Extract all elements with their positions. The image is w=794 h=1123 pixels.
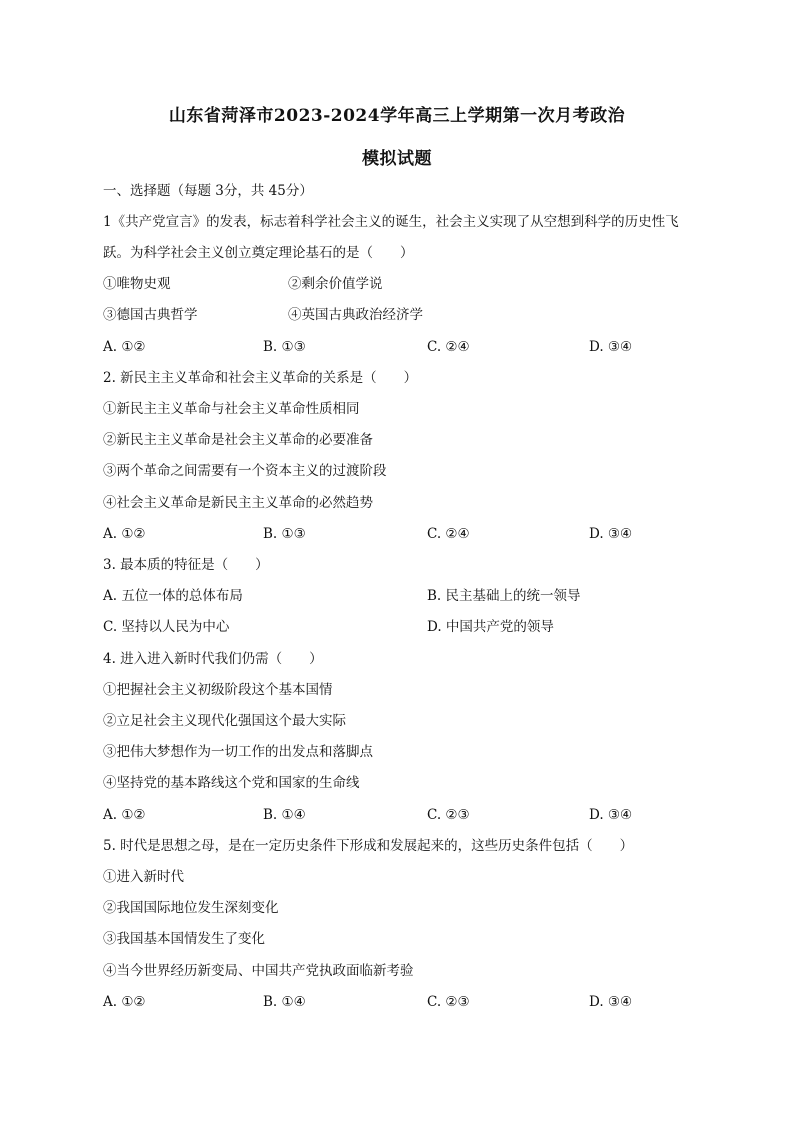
q5-choice-c: C. ②③ — [427, 994, 470, 1010]
q1-item-1: ①唯物史观 — [103, 276, 171, 292]
q5-choice-a: A. ①② — [103, 994, 146, 1010]
q1-item-4: ④英国古典政治经济学 — [288, 307, 423, 323]
q4-item-2: ②立足社会主义现代化强国这个最大实际 — [103, 713, 346, 729]
q4-choice-c: C. ②③ — [427, 807, 470, 823]
q2-choice-d: D. ③④ — [589, 526, 633, 542]
q2-choice-a: A. ①② — [103, 526, 146, 542]
q4-stem: 4. 进入进入新时代我们仍需（ ） — [103, 651, 323, 667]
q1-item-3: ③德国古典哲学 — [103, 307, 198, 323]
section-heading: 一、选择题（每题 3分，共 45分） — [103, 183, 313, 199]
q2-stem: 2. 新民主主义革命和社会主义革命的关系是（ ） — [103, 370, 418, 386]
q4-choice-b: B. ①④ — [263, 807, 306, 823]
q3-stem: 3. 最本质的特征是（ ） — [103, 557, 269, 573]
q4-item-1: ①把握社会主义初级阶段这个基本国情 — [103, 682, 333, 698]
q1-choice-d: D. ③④ — [589, 339, 633, 355]
q1-choice-a: A. ①② — [103, 339, 146, 355]
q2-item-3: ③两个革命之间需要有一个资本主义的过渡阶段 — [103, 463, 387, 479]
q5-item-4: ④当今世界经历新变局、中国共产党执政面临新考验 — [103, 963, 414, 979]
q5-item-1: ①进入新时代 — [103, 869, 184, 885]
q2-item-2: ②新民主主义革命是社会主义革命的必要准备 — [103, 432, 373, 448]
q3-choice-d: D. 中国共产党的领导 — [427, 619, 554, 635]
q1-stem-line2: 跃。为科学社会主义创立奠定理论基石的是（ ） — [103, 245, 414, 261]
q2-item-1: ①新民主主义革命与社会主义革命性质相同 — [103, 401, 360, 417]
q5-item-3: ③我国基本国情发生了变化 — [103, 931, 265, 947]
q2-choice-c: C. ②④ — [427, 526, 470, 542]
q5-choice-b: B. ①④ — [263, 994, 306, 1010]
q3-choice-a: A. 五位一体的总体布局 — [103, 588, 243, 604]
q4-item-3: ③把伟大梦想作为一切工作的出发点和落脚点 — [103, 744, 373, 760]
q1-choice-b: B. ①③ — [263, 339, 306, 355]
q3-choice-b: B. 民主基础上的统一领导 — [427, 588, 581, 604]
q2-choice-b: B. ①③ — [263, 526, 306, 542]
document-subtitle: 模拟试题 — [362, 149, 432, 169]
q5-choice-d: D. ③④ — [589, 994, 633, 1010]
q1-choice-c: C. ②④ — [427, 339, 470, 355]
q3-choice-c: C. 坚持以人民为中心 — [103, 619, 230, 635]
q1-item-2: ②剩余价值学说 — [288, 276, 383, 292]
q5-stem: 5. 时代是思想之母，是在一定历史条件下形成和发展起来的，这些历史条件包括（ ） — [103, 838, 634, 854]
q2-item-4: ④社会主义革命是新民主主义革命的必然趋势 — [103, 495, 373, 511]
q4-item-4: ④坚持党的基本路线这个党和国家的生命线 — [103, 775, 360, 791]
q5-item-2: ②我国国际地位发生深刻变化 — [103, 900, 279, 916]
q4-choice-d: D. ③④ — [589, 807, 633, 823]
q4-choice-a: A. ①② — [103, 807, 146, 823]
q1-stem-line1: 1《共产党宣言》的发表，标志着科学社会主义的诞生，社会主义实现了从空想到科学的历史性飞 — [103, 214, 679, 230]
document-title: 山东省菏泽市2023-2024学年高三上学期第一次月考政治 — [168, 106, 626, 126]
